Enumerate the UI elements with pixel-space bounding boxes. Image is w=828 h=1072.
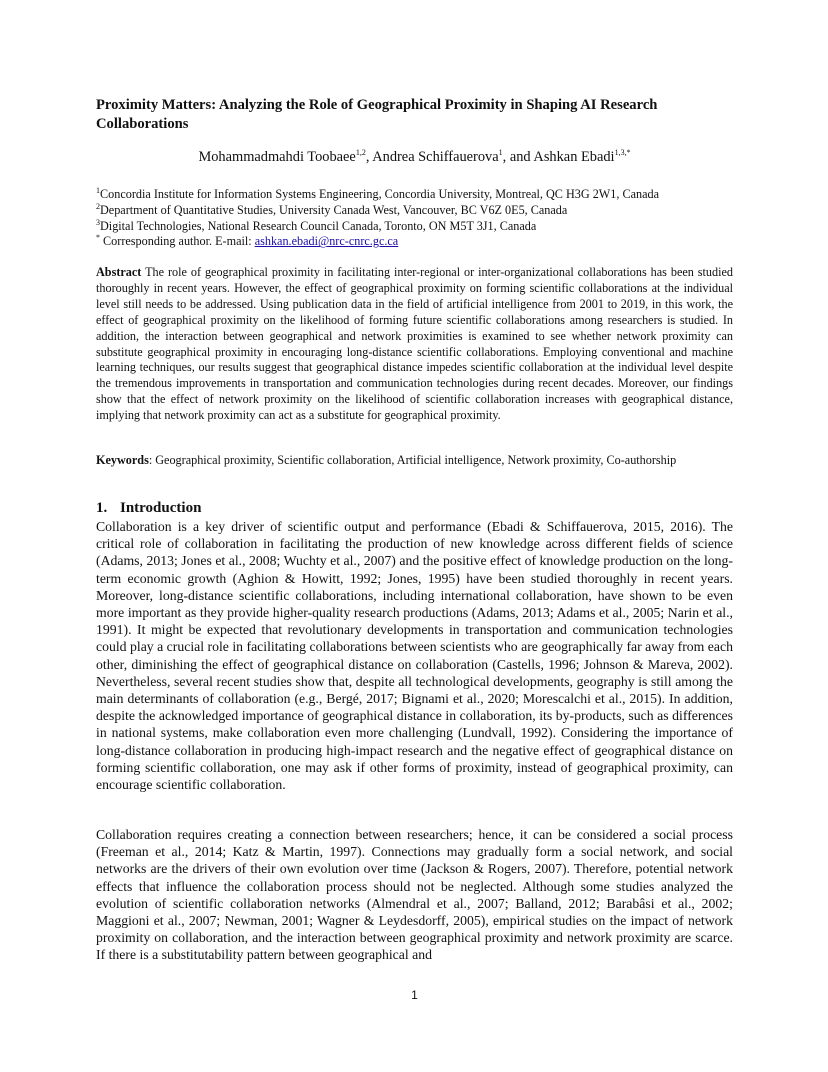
body-paragraph: Collaboration requires creating a connection between researchers; hence, it can be considered a social process (Freeman et al., 2014; Katz & Martin, 1997). Connections may gradually form a social network, and social networks are the drivers of their own evolution over time (Jackson & Rogers, 2007). Therefore, potential network effects that influence the collaboration process should not be neglected. Although some studies analyzed the evolution of scientific collaboration networks (Almendral et al., 2007; Balland, 2012; Barabâsi et al., 2002; Maggioni et al., 2007; Newman, 2001; Wagner & Leydesdorff, 2005), empirical studies on the impact of network proximity on collaboration, and the interaction between geographical proximity and network proximity are scarce. If there is a substitutability pattern between geographical and (96, 827, 733, 963)
affiliation-text: Digital Technologies, National Research Council Canada, Toronto, ON M5T 3J1, Canada (100, 218, 537, 233)
abstract-text: The role of geographical proximity in facilitating inter-regional or inter-organizational collaborations has been studied thoroughly in recent years. However, the effect of geographical proximity on forming scientific collaborations at the individual level still needs to be addressed. Using publication data in the field of artificial intelligence from 2001 to 2019, in this work, the effect of geographical proximity on the likelihood of forming future scientific collaborations among researchers is studied. In addition, the interaction between geographical and network proximities is examined to see whether network proximity can substitute geographical proximity in encouraging long-distance scientific collaborations. Employing conventional and machine learning techniques, our results suggest that geographical distance impedes scientific collaboration at the individual level despite the tremendous improvements in transportation and communication technologies during recent decades. Moreover, our findings show that the effect of network proximity on the likelihood of scientific collaboration increases with geographical distance, implying that network proximity can act as a substitute for geographical proximity. (96, 265, 734, 423)
keywords-label: Keywords (96, 453, 149, 467)
affiliation-item (96, 234, 736, 250)
keywords (96, 453, 733, 469)
section-heading (96, 500, 201, 517)
abstract-label: Abstract (96, 265, 142, 279)
author-name: Mohammadmahdi Toobaee (198, 149, 356, 165)
section-title: Introduction (120, 500, 202, 516)
body-paragraph: Collaboration is a key driver of scientific output and performance (Ebadi & Schiffauerova, 2015, 2016). The critical role of collaboration in facilitating the production of new knowledge across different fields of science (Adams, 2013; Jones et al., 2008; Wuchty et al., 2007) and the positive effect of knowledge production on the long-term economic growth (Aghion & Howitt, 1992; Jones, 1995) have been studied thoroughly in recent years. Moreover, long-distance scientific collaborations, including international collaboration, have shown to be even more important as they provide higher-quality research productions (Adams, 2013; Adams et al., 2005; Narin et al., 1991). It might be expected that revolutionary developments in transportation and communication technologies could play a crucial role in facilitating collaborations between scientists who are geographically far away from each other, diminishing the effect of geographical distance on collaboration (Castells, 1996; Johnson & Mareva, 2002). Nevertheless, several recent studies show that, despite all technological developments, geography is still among the main determinants of collaboration (e.g., Bergé, 2017; Bignami et al., 2020; Morescalchi et al., 2015). In addition, despite the acknowledged importance of geographical distance in collaboration, its by-products, such as differences in national systems, make collaboration even more challenging (Lundvall, 1992). Considering the importance of long-distance collaboration in producing high-impact research and the negative effect of geographical distance on forming scientific collaboration, one may ask if other forms of proximity, instead of geographical proximity, can encourage scientific collaboration. (96, 519, 733, 793)
author-name: Andrea Schiffauerova (372, 149, 499, 165)
affiliation-text: Corresponding author. E-mail: (103, 234, 255, 249)
author-separator: , and (502, 149, 534, 165)
affiliation-sup: 1 (96, 185, 100, 195)
affiliation-sup: 3 (96, 217, 100, 227)
affiliation-sup: 2 (96, 201, 100, 211)
affiliation-text: Concordia Institute for Information Systems Engineering, Concordia University, Montreal, QC H3G 2W1, Canada (100, 187, 660, 201)
author-affil-sup: 1,2 (355, 148, 366, 158)
affiliation-item (96, 203, 736, 219)
affiliation-item (96, 219, 736, 235)
paper-title: Proximity Matters: Analyzing the Role of Geographical Proximity in Shaping AI Research Collaborations (96, 97, 658, 132)
author-affil-sup: 1 (498, 148, 503, 158)
author-affil-sup: 1,3,* (614, 148, 631, 158)
abstract (96, 265, 733, 424)
author-list (96, 149, 733, 166)
email-link[interactable]: ashkan.ebadi@nrc-cnrc.gc.ca (254, 234, 399, 249)
affiliation-sup: * (96, 233, 100, 243)
affiliations (96, 187, 736, 250)
author-name: Ashkan Ebadi (533, 149, 615, 165)
keywords-text: : Geographical proximity, Scientific collaboration, Artificial intelligence, Network proximity, Co-authorship (148, 453, 677, 467)
page-number: 1 (411, 988, 418, 1002)
affiliation-item (96, 187, 736, 203)
author-separator: , (365, 149, 373, 165)
affiliation-text: Department of Quantitative Studies, University Canada West, Vancouver, BC V6Z 0E5, Canada (100, 202, 568, 217)
section-number: 1. (96, 500, 108, 516)
